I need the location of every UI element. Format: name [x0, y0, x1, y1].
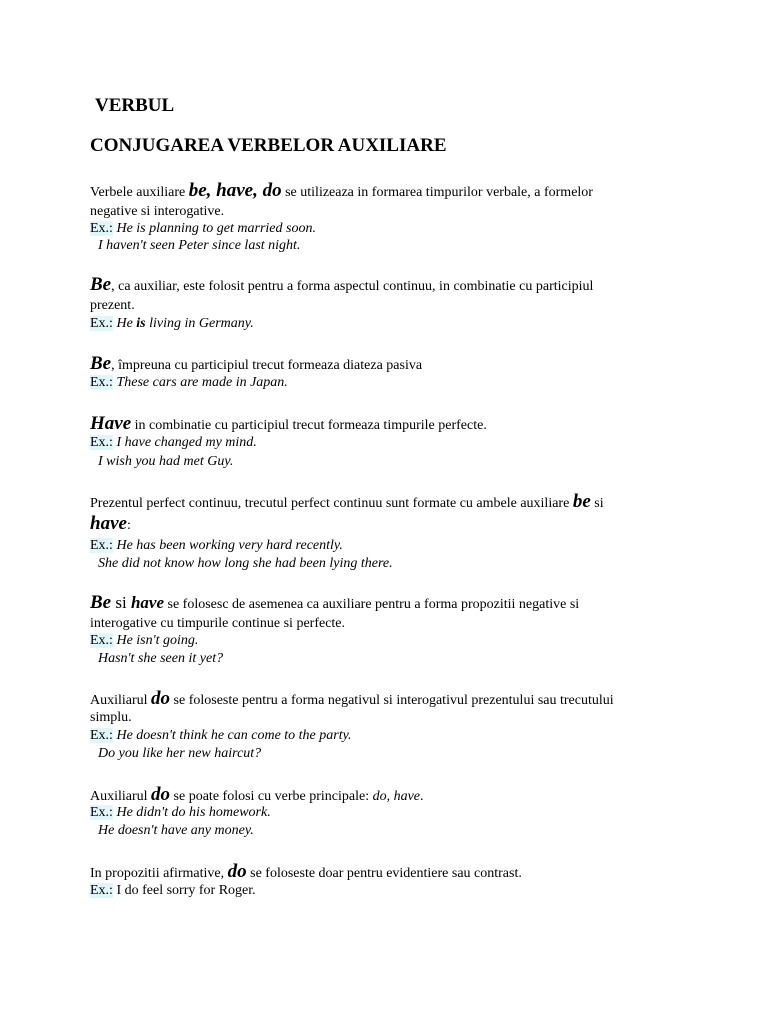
example-label: Ex.:: [90, 633, 113, 648]
example-text: He doesn't think he can come to the party.: [112, 728, 352, 743]
s9-keyword: do: [227, 861, 247, 882]
s5-example1: [90, 537, 343, 555]
s2-rest: , ca auxiliar, este folosit pentru a forma aspectul continuu, in combinatie cu participiul: [111, 279, 594, 294]
s6-keyword-be: Be: [90, 592, 112, 613]
s4-keyword: Have: [90, 413, 132, 434]
s5-keyword-be: be: [572, 491, 591, 512]
s9-example1: [90, 882, 256, 900]
s5-tail: :: [126, 518, 131, 533]
s1-example1: [90, 220, 316, 238]
example-text: These cars are made in Japan.: [112, 375, 288, 390]
s7-example1: [90, 727, 352, 745]
s6-keyword-have: have: [130, 593, 164, 612]
s7-keyword: do: [151, 688, 171, 709]
s9-intro: In propozitii afirmative,: [90, 866, 228, 881]
example-text: He: [112, 316, 137, 331]
s5-line2: [90, 515, 131, 535]
s3-keyword: Be: [90, 353, 112, 374]
s5-line1: [90, 493, 604, 513]
s8-keyword: do: [151, 784, 171, 805]
example-label: Ex.:: [90, 538, 113, 553]
s8-intro: Auxiliarul: [90, 789, 152, 804]
s5-example2: She did not know how long she had been lying there.: [98, 556, 393, 571]
s3-rest: , împreuna cu participiul trecut formeaza diateza pasiva: [111, 358, 423, 373]
s8-example1: [90, 804, 271, 822]
example-label: Ex.:: [90, 375, 113, 390]
page-title: VERBUL: [95, 95, 175, 116]
s1-example2: I haven't seen Peter since last night.: [98, 238, 301, 253]
example-text: He isn't going.: [112, 633, 199, 648]
s5-intro: Prezentul perfect continuu, trecutul perfect continuu sunt formate cu ambele auxiliare: [90, 496, 573, 511]
example-text: He has been working very hard recently.: [112, 538, 343, 553]
s4-example2: I wish you had met Guy.: [98, 454, 234, 469]
s7-line2: simplu.: [90, 710, 132, 725]
example-label: Ex.:: [90, 805, 113, 820]
s1-line2: negative si interogative.: [90, 204, 225, 219]
example-label: Ex.:: [90, 221, 113, 236]
s8-rest: se poate folosi cu verbe principale:: [170, 789, 373, 804]
s8-example2: He doesn't have any money.: [98, 823, 254, 838]
example-text: He didn't do his homework.: [112, 805, 271, 820]
s6-mid: si: [111, 593, 131, 612]
example-label: Ex.:: [90, 728, 113, 743]
s4-rest: in combinatie cu participiul trecut formeaza timpurile perfecte.: [131, 418, 487, 433]
s1-rest: se utilizeaza in formarea timpurilor verbale, a formelor: [281, 185, 593, 200]
s3-line1: [90, 355, 422, 375]
s1-keyword: be, have, do: [188, 180, 282, 201]
s4-example1: [90, 434, 257, 452]
s6-line2: interogative cu timpurile continue si perfecte.: [90, 616, 346, 631]
s2-keyword: Be: [90, 274, 112, 295]
s9-rest: se foloseste doar pentru evidentiere sau contrast.: [246, 866, 522, 881]
s6-rest: se folosesc de asemenea ca auxiliare pentru a forma propozitii negative si: [164, 597, 580, 612]
s8-rest-italic: do, have: [372, 789, 421, 804]
example-emphasis: is: [136, 316, 146, 331]
s7-rest: se foloseste pentru a forma negativul si interogativul prezentului sau trecutului: [170, 693, 614, 708]
s8-rest-end: .: [420, 789, 424, 804]
example-label: Ex.:: [90, 316, 113, 331]
s7-intro: Auxiliarul: [90, 693, 152, 708]
s6-example1: [90, 632, 198, 650]
s1-intro: Verbele auxiliare: [90, 185, 189, 200]
example-text: He is planning to get married soon.: [112, 221, 316, 236]
s4-line1: [90, 415, 487, 435]
s2-line1: [90, 276, 593, 296]
s5-mid: si: [590, 496, 604, 511]
example-text: I have changed my mind.: [112, 435, 257, 450]
s2-line2: prezent.: [90, 298, 135, 313]
example-text: living in Germany.: [145, 316, 254, 331]
s1-line1: [90, 182, 593, 202]
s9-line1: [90, 863, 522, 883]
example-label: Ex.:: [90, 435, 113, 450]
s5-keyword-have: have: [90, 513, 127, 534]
example-text: I do feel sorry for Roger.: [112, 883, 256, 898]
s7-line1: [90, 690, 614, 710]
s7-example2: Do you like her new haircut?: [98, 746, 262, 761]
s8-line1: [90, 786, 424, 806]
s6-line1: [90, 594, 579, 614]
s6-example2: Hasn't she seen it yet?: [98, 651, 224, 666]
s2-example1: [90, 315, 254, 333]
s3-example1: [90, 374, 288, 392]
example-label: Ex.:: [90, 883, 113, 898]
page-subtitle: CONJUGAREA VERBELOR AUXILIARE: [90, 135, 447, 156]
